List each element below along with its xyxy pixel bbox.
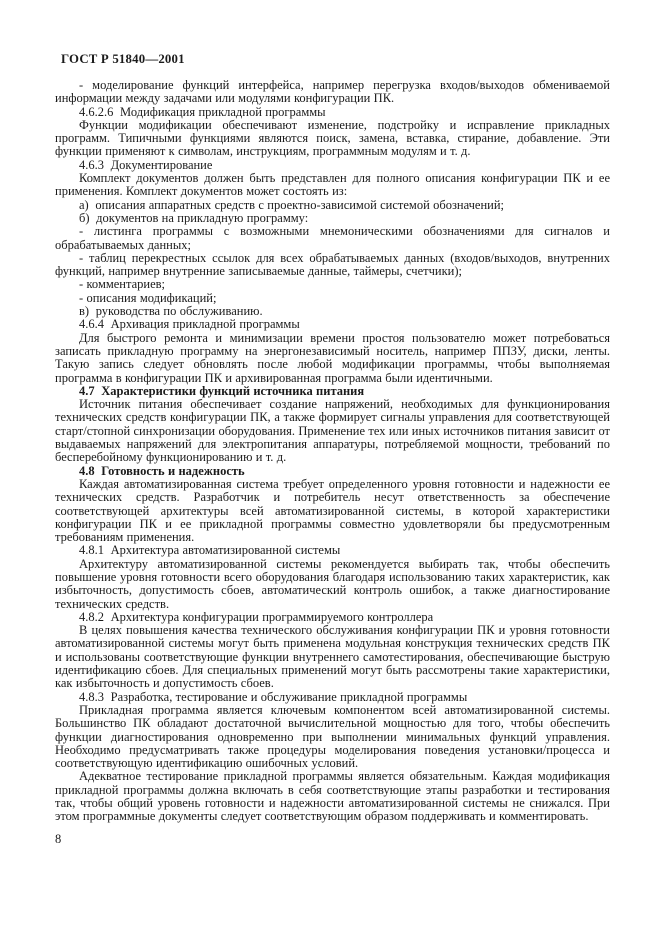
paragraph: Функции модификации обеспечивают изменение, подстройку и исправление прикладных программ. Типичными функциями являются поиск, замена, вставка, стирание, добавление. Эти функции применяют к символам, инструкциям, программным модулям и т. д. xyxy=(55,117,610,159)
paragraph: Прикладная программа является ключевым компонентом всей автоматизированной системы. Большинство ПК обладают достаточной вычислительной мощностью для того, чтобы обеспечить функции диагностирования одновременно при выполнении минимальных функций управления. Необходимо предусматривать также процедуры моделирования поведения установки/процесса и соответствующую идентификацию ошибочных условий. xyxy=(55,702,610,771)
list-item: а) описания аппаратных средств с проектно-зависимой системой обозначений; xyxy=(79,197,504,212)
list-item: - таблиц перекрестных ссылок для всех обрабатываемых данных (входов/выходов, внутренних функций, например внутренние записываемые данные, таймеры, счетчики); xyxy=(55,250,610,279)
clause-heading: 4.6.3 Документирование xyxy=(79,157,213,172)
clause-heading: 4.8.2 Архитектура конфигурации программируемого контроллера xyxy=(79,609,434,624)
paragraph: В целях повышения качества технического обслуживания конфигурации ПК и уровня готовности автоматизированной системы могут быть применена модульная конструкция технических средств ПК и использованы соответствующие функции внутреннего самотестирования, обеспечивающие быструю идентификацию сбоев. Для специальных применений могут быть рассмотрены такие характеристики, как избыточность и допустимость сбоев. xyxy=(55,623,610,691)
list-item: - комментариев; xyxy=(79,277,166,292)
list-item: - листинга программы с возможными мнемоническими обозначениями для сигналов и обрабатываемых данных; xyxy=(55,224,610,252)
section-heading: 4.7 Характеристики функций источника питания xyxy=(79,383,365,398)
paragraph: Адекватное тестирование прикладной программы является обязательным. Каждая модификация прикладной программы должна включать в себя соответствующие этапы разработки и тестирования так, чтобы общий уровень готовности и надежности автоматизированной системы не снижался. При этом программные документы следует соответствующим образом поддерживать и комментировать. xyxy=(55,769,610,824)
document-body xyxy=(55,79,610,824)
paragraph: Комплект документов должен быть представлен для полного описания конфигурации ПК и ее применения. Комплект документов может состоять из: xyxy=(55,171,610,199)
list-item: б) документов на прикладную программу: xyxy=(79,210,309,225)
list-item: - описания модификаций; xyxy=(79,290,217,305)
clause-heading: 4.8.3 Разработка, тестирование и обслуживание прикладной программы xyxy=(79,689,468,704)
clause-heading: 4.6.4 Архивация прикладной программы xyxy=(79,317,300,332)
paragraph: Архитектуру автоматизированной системы рекомендуется выбирать так, чтобы обеспечить повышение уровня готовности всего оборудования благодаря использованию таких характеристик, как избыточность, допустимость сбоев, автоматический контроль ошибок, а также диагностирование технических средств. xyxy=(55,556,610,611)
paragraph: Источник питания обеспечивает создание напряжений, необходимых для функционирования технических средств конфигурации ПК, а также формирует сигналы управления для соответствующей старт/стопной синхронизации оборудования. Применение тех или иных источников питания зависит от выдаваемых напряжений для электропитания аппаратуры, потребляемой мощности, требований по бесперебойному функционированию и т. д. xyxy=(55,397,610,465)
clause-heading: 4.8.1 Архитектура автоматизированной системы xyxy=(79,543,341,558)
list-item: - моделирование функций интерфейса, например перегрузка входов/выходов обмениваемой информации между задачами или модулями конфигурации ПК. xyxy=(55,78,610,106)
document-header: ГОСТ Р 51840—2001 xyxy=(61,52,185,66)
section-heading: 4.8 Готовность и надежность xyxy=(79,463,245,478)
page-number: 8 xyxy=(55,831,62,846)
clause-heading: 4.6.2.6 Модификация прикладной программы xyxy=(79,104,326,119)
paragraph: Для быстрого ремонта и минимизации времени простоя пользователю может потребоваться записать прикладную программу на энергонезависимый носитель, например ППЗУ, диски, ленты. Такую запись следует обновлять после любой модификации программы, чтобы выполняемая программа в конфигурации ПК и архивированная программа были идентичными. xyxy=(55,330,610,385)
paragraph: Каждая автоматизированная система требует определенного уровня готовности и надежности ее технических средств. Разработчик и потребитель несут ответственность за обеспечение соответствующей архитектуры всей автоматизированной системы, в которой характеристики конфигурации ПК и ее прикладной программы совместно удовлетворяли бы предусмотренным требованиям применения. xyxy=(55,476,610,545)
list-item: в) руководства по обслуживанию. xyxy=(79,304,263,319)
